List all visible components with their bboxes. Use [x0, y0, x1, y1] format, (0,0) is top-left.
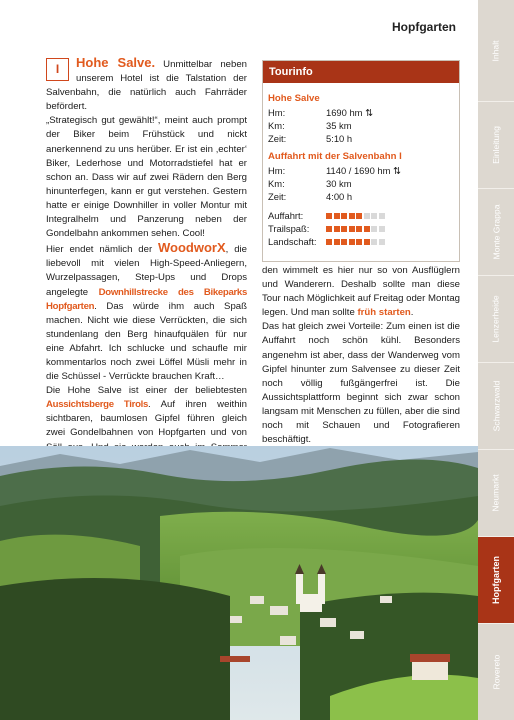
rating-label: Landschaft:	[268, 236, 317, 247]
rating-square	[371, 226, 377, 232]
paragraph-text: den wimmelt es hier nur so von Ausflüglern und Wanderern. Deshalb sollte man diese Tour nach Möglichkeit auf Freitag oder Montag legen. Und man sollte	[262, 265, 460, 319]
paragraph	[46, 241, 247, 384]
tourinfo-row	[268, 177, 454, 190]
rating-square	[379, 213, 385, 219]
tourinfo-row	[268, 132, 454, 145]
rating-square	[326, 226, 332, 232]
rating-square	[364, 239, 370, 245]
row-value: 30 km	[326, 178, 352, 189]
rating-squares	[326, 235, 386, 248]
rating-label: Trailspaß:	[268, 223, 310, 234]
rating-square	[379, 226, 385, 232]
rating-square	[349, 226, 355, 232]
tourinfo-row	[268, 119, 454, 132]
tab-inhalt[interactable]	[478, 0, 514, 102]
paragraph: Das hat gleich zwei Vorteile: Zum einen ist die Auffahrt noch schön kühl. Besonders angenehm ist aber, dass der Wanderweg vom Gipfel hinunter zum Salvensee zu dieser Zeit noch völlig fußgängerfrei ist. Die Aussichtsplattform beginnt sich zwar schon langsam mit Menschen zu füllen, aber die sind noch mit Schauen und Fotografieren beschäftigt.	[262, 321, 460, 446]
paragraph-text: . Das würde ihm auch Spaß machen. Nicht wie diese Verrückten, die sich stundenlang den Berg hinaufquälen für nur eine Abfahrt. Ich schlucke und schaufle mir kommentarlos noch zwei Löffel Müsli mehr in die Schüssel - Verrückte brauchen Kraft…	[46, 300, 247, 383]
tab-lenzerheide[interactable]	[478, 276, 514, 363]
rating-square	[349, 213, 355, 219]
row-key: Hm:	[268, 107, 286, 118]
paragraph-text: Die Hohe Salve ist einer der beliebtesten	[46, 385, 247, 397]
rating-square	[334, 213, 340, 219]
rating-square	[364, 213, 370, 219]
tourinfo-row	[268, 106, 454, 119]
rating-square	[349, 239, 355, 245]
rating-square	[379, 239, 385, 245]
tab-label: Rovereto	[491, 654, 501, 690]
row-key: Zeit:	[268, 191, 287, 202]
rating-square	[326, 213, 332, 219]
rating-label: Auffahrt:	[268, 210, 304, 221]
paragraph	[262, 264, 460, 320]
tourinfo-row	[268, 164, 454, 177]
tab-label: Schwarzwald	[491, 380, 502, 432]
tourinfo-section-title: Hohe Salve	[268, 93, 320, 104]
tab-hopfgarten[interactable]	[478, 537, 514, 624]
downhill-highlight: Downhillstrecke des Bikeparks Hopfgarten	[46, 286, 247, 312]
rating-row	[268, 222, 454, 235]
chapter-sidebar	[478, 0, 514, 720]
rating-square	[371, 239, 377, 245]
landscape-photo	[0, 446, 478, 720]
rating-square	[356, 226, 362, 232]
rating-square	[341, 226, 347, 232]
tab-label: Inhalt	[491, 39, 501, 62]
tab-einleitung[interactable]	[478, 102, 514, 189]
rating-square	[341, 239, 347, 245]
row-key: Hm:	[268, 165, 286, 176]
tab-neumarkt[interactable]	[478, 450, 514, 537]
rating-square	[356, 213, 362, 219]
row-key: Km:	[268, 178, 285, 189]
tab-rovereto[interactable]	[478, 624, 514, 720]
rating-row	[268, 235, 454, 248]
paragraph: „Strategisch gut gewählt!“, meint auch prompt der Biker beim Frühstück und nickt anerkennend zu uns herüber. Er ist ein ‚echter‘ Biker, Lederhose und Motorradstiefel hat er schon an. Dass wir auf zwei Rädern den Berg hinunterfegen, kann er gut verstehen. Gestern hatte er einige Downhiller in voller Montur mit Integralhelm und Panzerung neben der Gondelbahn ankommen sehen. Cool!	[46, 115, 247, 240]
rating-square	[364, 226, 370, 232]
row-value: 5:10 h	[326, 133, 353, 144]
tourinfo-section-title: Auffahrt mit der Salvenbahn I	[268, 151, 402, 162]
tab-label: Monte Grappa	[491, 204, 501, 260]
running-title: Hopfgarten	[392, 20, 456, 34]
row-key: Km:	[268, 120, 285, 131]
frueh-highlight: früh starten	[357, 307, 411, 319]
rating-squares	[326, 209, 386, 222]
rating-square	[334, 226, 340, 232]
row-value: 1690 hm ⇅	[326, 107, 373, 118]
tab-label: Lenzerheide	[491, 295, 501, 343]
rating-square	[341, 213, 347, 219]
tour-number-marker: I	[46, 58, 69, 81]
article-column-left	[46, 56, 247, 469]
aussicht-highlight: Aussichtsberge Tirols	[46, 399, 149, 411]
tourinfo-box	[262, 60, 460, 262]
paragraph-text: , die liebevoll mit vielen High-Speed-Anliegern, Wurzelpassagen, Step-Ups und Drops angelegte	[46, 244, 247, 298]
section-heading: Hohe Salve.	[76, 55, 156, 70]
paragraph-text: Unmittelbar neben unserem Hotel ist die Talstation der Salvenbahn, die natürlich auch Fahrräder befördert.	[46, 59, 247, 113]
rating-square	[371, 213, 377, 219]
tourinfo-title: Tourinfo	[263, 61, 459, 83]
tourinfo-row	[268, 190, 454, 203]
tab-monte-grappa[interactable]	[478, 189, 514, 276]
rating-square	[326, 239, 332, 245]
paragraph-text: . Auf ihren weithin sichtbaren, baumlosen Gipfel führen gleich zwei Gondelbahnen von Hopfgarten und von	[46, 399, 248, 439]
tab-schwarzwald[interactable]	[478, 363, 514, 450]
rating-row	[268, 209, 454, 222]
intro-paragraph	[46, 56, 247, 114]
row-value: 1140 / 1690 hm ⇅	[326, 165, 401, 176]
article-column-right	[262, 264, 460, 461]
row-key: Zeit:	[268, 133, 287, 144]
row-value: 4:00 h	[326, 191, 353, 202]
page-header	[0, 0, 478, 44]
woodworx-highlight: WoodworX	[158, 240, 226, 256]
tab-label: Einleitung	[491, 126, 501, 164]
rating-square	[356, 239, 362, 245]
rating-squares	[326, 222, 386, 235]
tab-label: Hopfgarten	[491, 556, 501, 604]
tab-label: Neumarkt	[491, 474, 501, 512]
row-value: 35 km	[326, 120, 352, 131]
paragraph-text: .	[410, 307, 414, 319]
rating-square	[334, 239, 340, 245]
paragraph-text: Hier endet nämlich der	[46, 244, 159, 256]
